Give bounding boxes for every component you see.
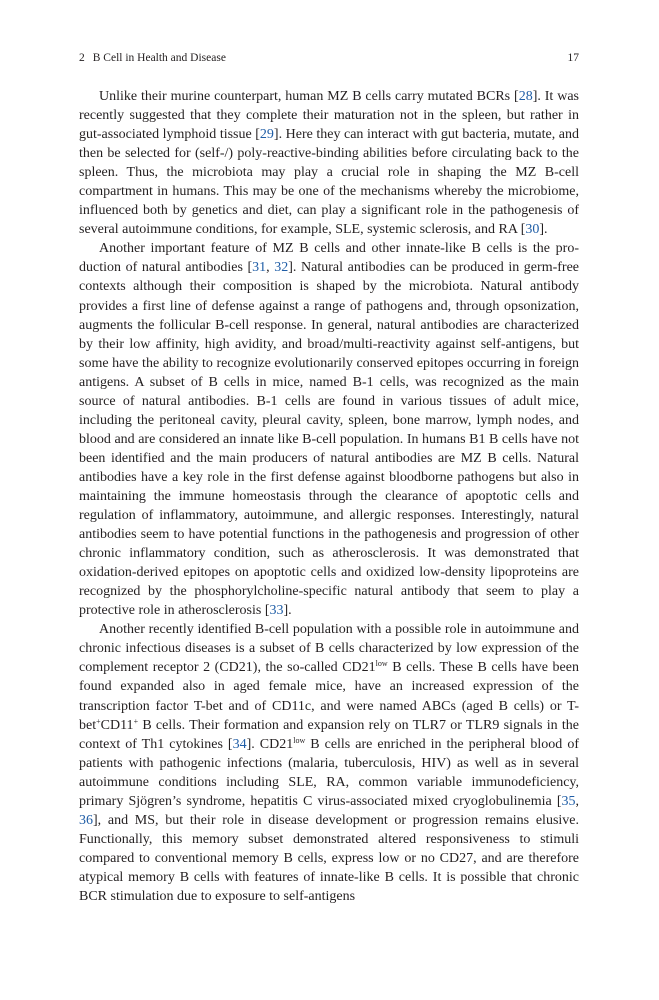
text-run: Another important feature of MZ B cells and other innate-like B cells is the production of natural antibodies [ [79, 241, 579, 276]
text-run: ]. [283, 603, 292, 619]
superscript: low [375, 659, 388, 669]
superscript: + [96, 716, 101, 726]
citation-link[interactable]: 34 [232, 736, 247, 752]
citation-link[interactable]: 31 [252, 260, 267, 276]
chapter-number: 2 [79, 52, 85, 64]
citation-link[interactable]: 30 [525, 222, 540, 238]
citation-link[interactable]: 35 [561, 793, 576, 809]
text-run: Another recently identified B-cell population with a possible role in autoimmune and chronic infectious diseases is a subset of B cells characterized by low expression of the complement receptor 2 (CD21), the so-called CD21 [79, 622, 579, 676]
citation-link[interactable]: 29 [259, 127, 274, 143]
text-run: , [266, 260, 275, 276]
text-run: , [575, 793, 579, 809]
text-run: ], and MS, but their role in disease development or progression remains elusive. Functionally, this memory subset demonstrated altered responsiveness to stimuli compared to conventional memory B cells, express low or no CD27, and are therefore atypical memory B cells with features of innate-like B cells. It is possible that chronic BCR stimulation due to exposure to self-antigens [79, 812, 579, 904]
text-run: Unlike their murine counterpart, human MZ B cells carry mutated BCRs [ [99, 89, 519, 104]
paragraph-1 [79, 87, 579, 239]
text-run: ]. Here they can interact with gut bacteria, mutate, and then be selected for (self-/) poly-reactive-binding abilities before circulating back to the spleen. Thus, the microbiota may play a crucial role in shaping the MZ B-cell compartment in humans. This may be one of the mechanisms whereby the microbiome, influenced both by genetics and diet, can play a significant role in the pathogenesis of several autoimmune conditions, for example, SLE, systemic sclerosis, and RA [ [79, 127, 579, 238]
superscript: + [133, 716, 139, 726]
citation-link[interactable]: 32 [274, 260, 289, 276]
text-run: ]. Natural antibodies can be produced in germ-free contexts although their composition is shaped by the microbiota. Natural antibody provides a first line of defense against a range of pathogens and, through opsonization, augments the follicular B-cell response. In general, natural antibodies are characterized by their low affinity, high avidity, and broad/multi-reactivity against self-antigens, but some have the ability to recognize evolutionarily conserved epitopes occurring in foreign antigens. A subset of B cells in mice, named B-1 cells, was recognized as the main source of natural antibodies. B-1 cells are found in various tissues of adult mice, including the peritoneal cavity, pleural cavity, spleen, bone marrow, lymph nodes, and blood and are considered an innate like B-cell population. In humans B1 B cells have not been identified and the main producers of natural antibodies are MZ B cells. Natural antibodies have a key role in the first defense against bloodborne pathogens but also in maintaining the immune homeostasis through the clearance of apoptotic cells and regulation of inflammatory, autoimmune, and allergic responses. Interestingly, natural antibodies seem to have potential functions in the pathogenesis and progression of other chronic inflammatory condition, such as atherosclerosis. It was demonstrated that oxidation-derived epitopes on apoptotic cells and oxidized low-density lipoproteins are recognized by the phosphorylcholine-specific natural antibody that seem to play a protective role in atherosclerosis [ [79, 260, 579, 619]
citation-link[interactable]: 28 [518, 89, 533, 104]
page-number: 17 [567, 52, 579, 64]
paragraph-3 [79, 620, 579, 906]
running-head [79, 50, 579, 66]
text-run: ]. CD21 [246, 736, 294, 752]
text-run: ]. [539, 222, 548, 238]
text-run: ]. It was recently suggested that they complete their maturation not in the spleen, but rather in gut-associated lymphoid tissue [ [79, 89, 579, 143]
text-run: B cells are enriched in the peripheral blood of patients with pathogenic infections (malaria, tuberculosis, HIV) as well as in several autoimmune conditions including SLE, RA, common variable immunodeficiency, primary Sjögren’s syndrome, hepatitis C virus-associated mixed cryoglobulinemia [ [79, 736, 579, 809]
body-text [79, 87, 579, 906]
citation-link[interactable]: 36 [79, 812, 93, 828]
chapter-title: B Cell in Health and Disease [92, 52, 226, 64]
citation-link[interactable]: 33 [269, 603, 284, 619]
chapter-heading [79, 50, 226, 66]
text-run: B cells. Their formation and expansion rely on TLR7 or TLR9 signals in the context of Th1 cytokines [ [79, 717, 579, 752]
text-run: B cells. These B cells have been found expanded also in aged female mice, have an increased expression of the transcription factor T-bet and of CD11c, and were named ABCs (aged B cells) or T-bet [79, 660, 579, 733]
text-run: CD11 [100, 717, 134, 733]
superscript: low [293, 735, 306, 745]
paragraph-2 [79, 239, 579, 620]
